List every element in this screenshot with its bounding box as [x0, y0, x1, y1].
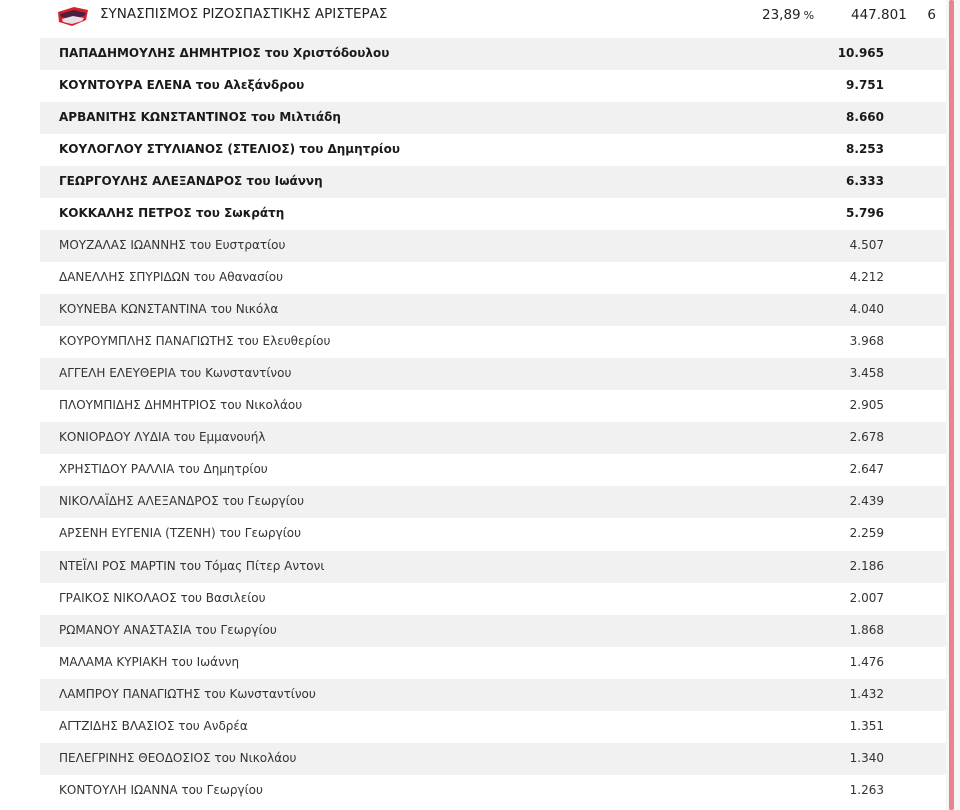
candidate-name: ΧΡΗΣΤΙΔΟΥ ΡΑΛΛΙΑ του Δημητρίου — [59, 462, 268, 477]
candidate-votes: 2.905 — [849, 398, 884, 413]
candidate-row — [40, 551, 946, 583]
candidate-row — [40, 166, 946, 198]
candidate-name: ΚΟΚΚΑΛΗΣ ΠΕΤΡΟΣ του Σωκράτη — [59, 206, 285, 221]
candidate-votes: 1.340 — [849, 750, 884, 765]
candidate-name: ΝΙΚΟΛΑΪΔΗΣ ΑΛΕΞΑΝΔΡΟΣ του Γεωργίου — [59, 494, 305, 509]
candidate-name: ΑΓΤΖΙΔΗΣ ΒΛΑΣΙΟΣ του Ανδρέα — [59, 718, 248, 733]
candidate-votes: 6.333 — [846, 174, 884, 189]
candidate-row — [40, 294, 946, 326]
candidate-row — [40, 326, 946, 358]
candidate-row — [40, 102, 946, 134]
candidate-votes: 2.186 — [849, 558, 884, 573]
candidate-row — [40, 134, 946, 166]
candidate-row — [40, 454, 946, 486]
candidate-name: ΑΓΓΕΛΗ ΕΛΕΥΘΕΡΙΑ του Κωνσταντίνου — [59, 366, 292, 381]
candidate-name: ΓΡΑΙΚΟΣ ΝΙΚΟΛΑΟΣ του Βασιλείου — [59, 590, 266, 605]
candidate-votes: 1.476 — [849, 654, 884, 669]
candidate-name: ΔΑΝΕΛΛΗΣ ΣΠΥΡΙΔΩΝ του Αθανασίου — [59, 270, 284, 285]
candidate-votes: 2.439 — [849, 494, 884, 509]
party-summary-row[interactable] — [0, 0, 946, 32]
candidate-name: ΚΟΝΤΟΥΛΗ ΙΩΑΝΝΑ του Γεωργίου — [59, 782, 263, 797]
candidate-votes: 10.965 — [837, 46, 884, 60]
candidate-votes: 8.253 — [846, 142, 884, 157]
candidate-name: ΜΑΛΑΜΑ ΚΥΡΙΑΚΗ του Ιωάννη — [59, 654, 240, 669]
candidate-votes: 3.458 — [849, 366, 884, 381]
percent-sign: % — [803, 9, 815, 22]
candidate-row — [40, 262, 946, 294]
candidate-row — [40, 615, 946, 647]
candidate-row — [40, 358, 946, 390]
candidate-row — [40, 775, 946, 807]
candidate-row — [40, 390, 946, 422]
candidate-votes: 4.212 — [849, 270, 884, 285]
candidate-votes: 1.263 — [849, 782, 884, 797]
candidate-name: ΠΕΛΕΓΡΙΝΗΣ ΘΕΟΔΟΣΙΟΣ του Νικολάου — [59, 750, 297, 765]
candidate-votes: 9.751 — [846, 78, 884, 93]
candidate-row — [40, 711, 946, 743]
candidate-name: ΡΩΜΑΝΟΥ ΑΝΑΣΤΑΣΙΑ του Γεωργίου — [59, 622, 277, 637]
candidate-name: ΚΟΥΝΕΒΑ ΚΩΝΣΤΑΝΤΙΝΑ του Νικόλα — [59, 302, 279, 317]
candidate-name: ΚΟΥΡΟΥΜΠΛΗΣ ΠΑΝΑΓΙΩΤΗΣ του Ελευθερίου — [59, 334, 331, 349]
candidate-votes: 5.796 — [846, 206, 884, 221]
party-name: ΣΥΝΑΣΠΙΣΜΟΣ ΡΙΖΟΣΠΑΣΤΙΚΗΣ ΑΡΙΣΤΕΡΑΣ — [100, 6, 388, 22]
candidate-name: ΠΛΟΥΜΠΙΔΗΣ ΔΗΜΗΤΡΙΟΣ του Νικολάου — [59, 398, 303, 413]
candidate-row — [40, 198, 946, 230]
candidate-row — [40, 743, 946, 775]
candidate-votes: 1.351 — [849, 718, 884, 733]
candidate-votes: 1.432 — [849, 686, 884, 701]
candidate-row — [40, 518, 946, 550]
party-percentage-value: 23,89 — [762, 7, 801, 23]
candidate-name: ΑΡΒΑΝΙΤΗΣ ΚΩΝΣΤΑΝΤΙΝΟΣ του Μιλτιάδη — [59, 110, 341, 125]
candidate-votes: 4.040 — [849, 302, 884, 317]
party-percentage — [762, 7, 814, 23]
candidate-votes: 2.678 — [849, 430, 884, 445]
scrollbar-thumb[interactable] — [949, 0, 954, 810]
candidate-name: ΝΤΕΪΛΙ ΡΟΣ ΜΑΡΤΙΝ του Τόμας Πίτερ Αντονι — [59, 558, 325, 573]
candidate-name: ΛΑΜΠΡΟΥ ΠΑΝΑΓΙΩΤΗΣ του Κωνσταντίνου — [59, 686, 316, 701]
candidate-list — [40, 38, 946, 807]
candidate-row — [40, 38, 946, 70]
candidate-votes: 2.259 — [849, 526, 884, 541]
candidate-row — [40, 583, 946, 615]
candidate-votes: 2.647 — [849, 462, 884, 477]
candidate-row — [40, 422, 946, 454]
candidate-row — [40, 230, 946, 262]
candidate-row — [40, 647, 946, 679]
candidate-votes: 3.968 — [849, 334, 884, 349]
candidate-votes: 1.868 — [849, 622, 884, 637]
candidate-row — [40, 486, 946, 518]
scrollbar[interactable] — [946, 0, 960, 810]
candidate-row — [40, 70, 946, 102]
candidate-name: ΓΕΩΡΓΟΥΛΗΣ ΑΛΕΞΑΝΔΡΟΣ του Ιωάννη — [59, 174, 323, 189]
candidate-name: ΚΟΥΛΟΓΛΟΥ ΣΤΥΛΙΑΝΟΣ (ΣΤΕΛΙΟΣ) του Δημητρίου — [59, 142, 400, 157]
candidate-votes: 8.660 — [846, 110, 884, 125]
candidate-name: ΠΑΠΑΔΗΜΟΥΛΗΣ ΔΗΜΗΤΡΙΟΣ του Χριστόδουλου — [59, 46, 390, 60]
candidate-name: ΚΟΥΝΤΟΥΡΑ ΕΛΕΝΑ του Αλεξάνδρου — [59, 78, 305, 93]
candidate-votes: 2.007 — [849, 590, 884, 605]
candidate-name: ΑΡΣΕΝΗ ΕΥΓΕΝΙΑ (ΤΖΕΝΗ) του Γεωργίου — [59, 526, 302, 541]
candidate-row — [40, 679, 946, 711]
candidate-name: ΚΟΝΙΟΡΔΟΥ ΛΥΔΙΑ του Εμμανουήλ — [59, 430, 266, 445]
syriza-logo-icon — [56, 4, 90, 28]
party-votes: 447.801 — [851, 7, 907, 23]
candidate-votes: 4.507 — [849, 238, 884, 253]
party-seats: 6 — [927, 7, 936, 23]
candidate-name: ΜΟΥΖΑΛΑΣ ΙΩΑΝΝΗΣ του Ευστρατίου — [59, 238, 286, 253]
